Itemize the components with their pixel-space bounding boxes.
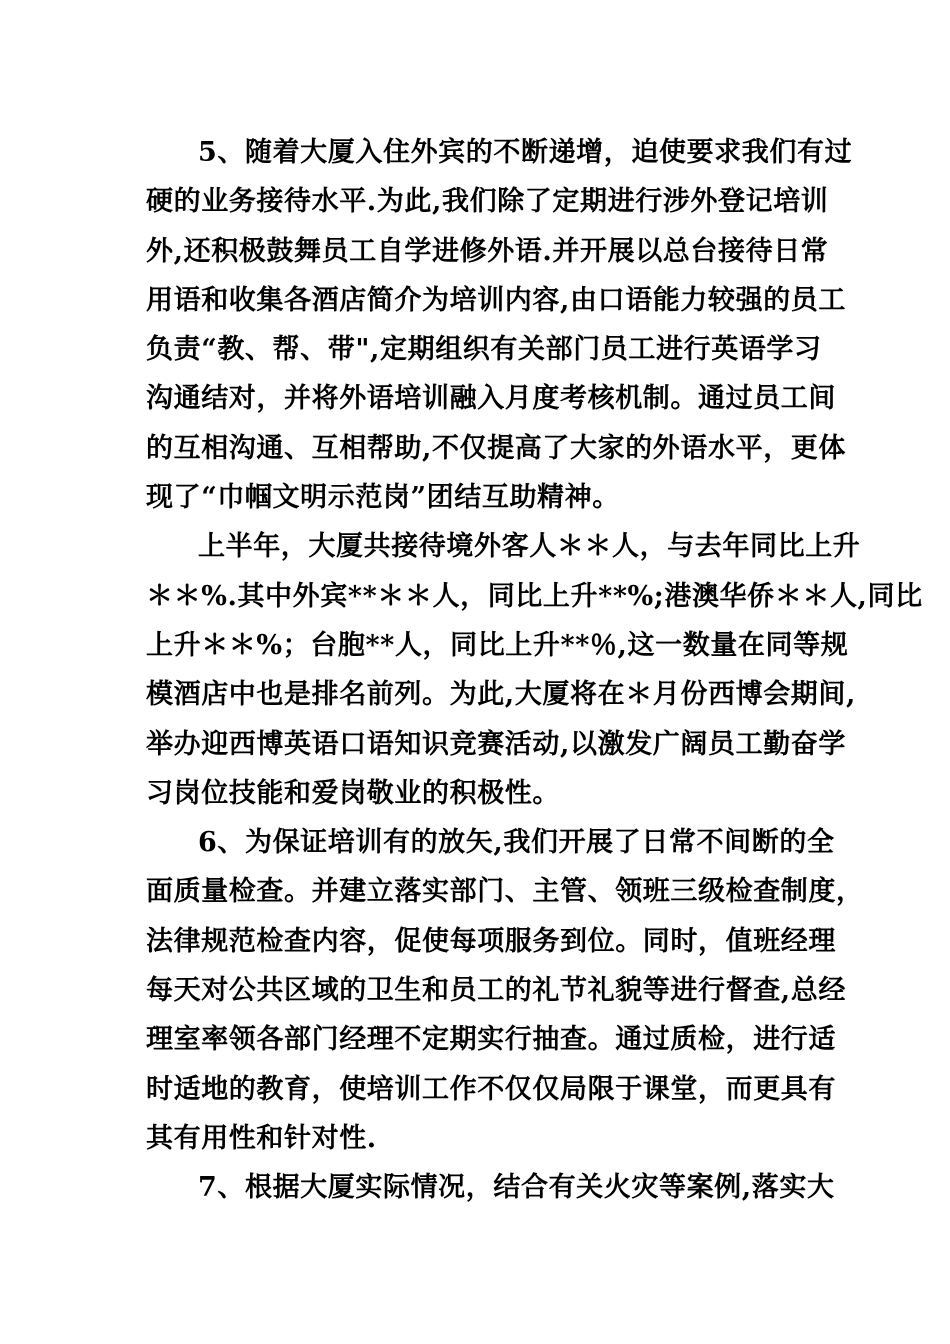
text-line: 的互相沟通、互相帮助,不仅提高了大家的外语水平，更体 <box>146 432 846 464</box>
text-line: 法律规范检查内容，促使每项服务到位。同时，值班经理 <box>146 925 836 957</box>
text-line: 现了“巾帼文明示范岗”团结互助精神。 <box>146 482 620 514</box>
text-line: 用语和收集各酒店简介为培训内容,由口语能力较强的员工 <box>146 284 846 316</box>
text-line: 举办迎西博英语口语知识竞赛活动,以激发广阔员工勤奋学 <box>146 728 846 760</box>
text-line: 5、随着大厦入住外宾的不断递增，迫使要求我们有过 <box>198 137 853 168</box>
text-line: 上升＊＊%；台胞**人，同比上升**％,这一数量在同等规 <box>146 629 849 661</box>
document-body <box>146 128 923 1213</box>
paragraph-7 <box>146 1163 836 1212</box>
text-line: 硬的业务接待水平.为此,我们除了定期进行涉外登记培训 <box>146 186 829 218</box>
text-line: 面质量检查。并建立落实部门、主管、领班三级检查制度， <box>146 876 864 908</box>
text-line: 每天对公共区域的卫生和员工的礼节礼貌等进行督查,总经 <box>146 975 846 1007</box>
text-line: 6、为保证培训有的放矢,我们开展了日常不间断的全 <box>198 827 835 859</box>
paragraph-first-half-year <box>146 522 923 818</box>
text-line: 沟通结对，并将外语培训融入月度考核机制。通过员工间 <box>146 383 836 415</box>
text-line: 外,还积极鼓舞员工自学进修外语.并开展以总台接待日常 <box>146 235 829 267</box>
text-line: 模酒店中也是排名前列。为此,大厦将在＊月份西博会期间, <box>146 679 856 711</box>
text-line: 习岗位技能和爱岗敬业的积极性。 <box>146 777 560 809</box>
text-line: 时适地的教育，使培训工作不仅仅局限于课堂，而更具有 <box>146 1073 836 1105</box>
paragraph-6 <box>146 818 864 1163</box>
text-line: 负责“教、帮、带",定期组织有关部门员工进行英语学习 <box>146 334 822 366</box>
text-line: ＊＊%.其中外宾**＊＊人，同比上升**%;港澳华侨＊＊人,同比 <box>146 580 923 612</box>
text-line: 7、根据大厦实际情况，结合有关火灾等案例,落实大 <box>198 1172 835 1204</box>
text-line: 其有用性和针对性. <box>146 1122 377 1154</box>
text-line: 上半年，大厦共接待境外客人＊＊人，与去年同比上升 <box>198 531 861 563</box>
text-line: 理室率领各部门经理不定期实行抽查。通过质检，进行适 <box>146 1024 836 1056</box>
paragraph-5 <box>146 128 853 522</box>
